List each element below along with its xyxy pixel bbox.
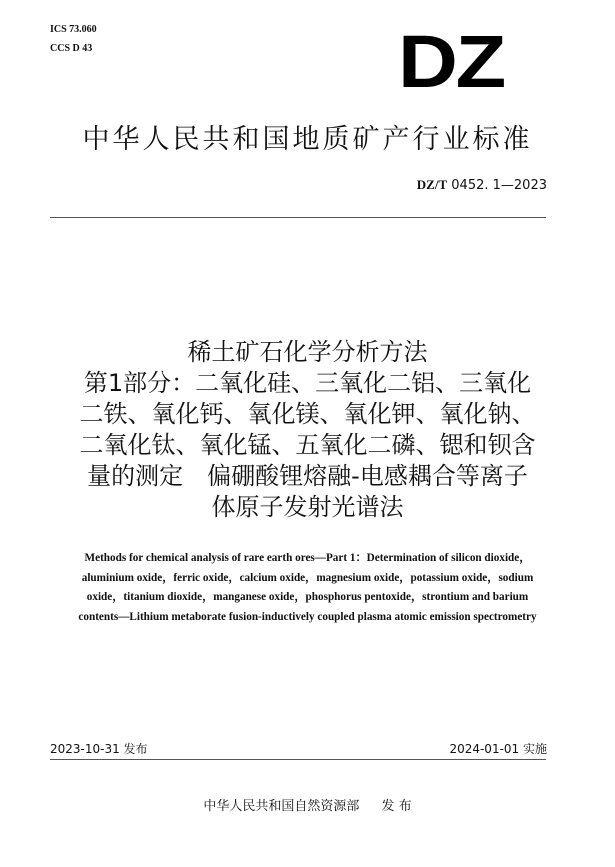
bottom-divider [50,759,546,760]
standard-number [417,177,547,193]
chinese-title-line: 二铁、氧化钙、氧化镁、氧化钾、氧化钠、 [79,400,536,428]
chinese-title-line: 稀土矿石化学分析方法 [187,338,428,366]
ccs-code: CCS D 43 [50,43,93,54]
english-title-line: contents—Lithium metaborate fusion-inductively coupled plasma atomic emission spectrometry [78,610,537,623]
implementation-date: 2024-01-01 实施 [449,742,547,756]
chinese-title-line: 体原子发射光谱法 [211,493,404,521]
publisher-action: 发 布 [381,799,412,814]
standard-prefix: DZ/T [416,177,448,192]
chinese-title-line: 第1部分：二氧化硅、三氧化二铝、三氧化 [83,369,532,397]
english-title-line: aluminium oxide，ferric oxide，calcium oxide，magnesium oxide，potassium oxide，sodium [81,571,534,584]
chinese-title-line: 二氧化钛、氧化锰、五氧化二磷、锶和钡含 [79,431,536,459]
english-title-line: Methods for chemical analysis of rare earth ores—Part 1：Determination of silicon dioxide， [84,552,531,564]
dz-logo: DZ [398,20,505,103]
chinese-title [40,337,575,523]
english-title [10,549,605,627]
publisher-name: 中华人民共和国自然资源部 [203,799,360,814]
chinese-title-line: 量的测定 偏硼酸锂熔融-电感耦合等离子 [87,462,528,490]
organization-title: 中华人民共和国地质矿产行业标准 [82,124,533,155]
ics-code: ICS 73.060 [50,24,97,35]
issue-date: 2023-10-31 发布 [50,742,148,756]
standard-code: 0452. 1—2023 [451,178,547,193]
publisher-line [0,795,615,814]
top-divider [50,217,546,218]
english-title-line: oxide，titanium dioxide，manganese oxide，phosphorus pentoxide，strontium and barium [86,591,529,603]
